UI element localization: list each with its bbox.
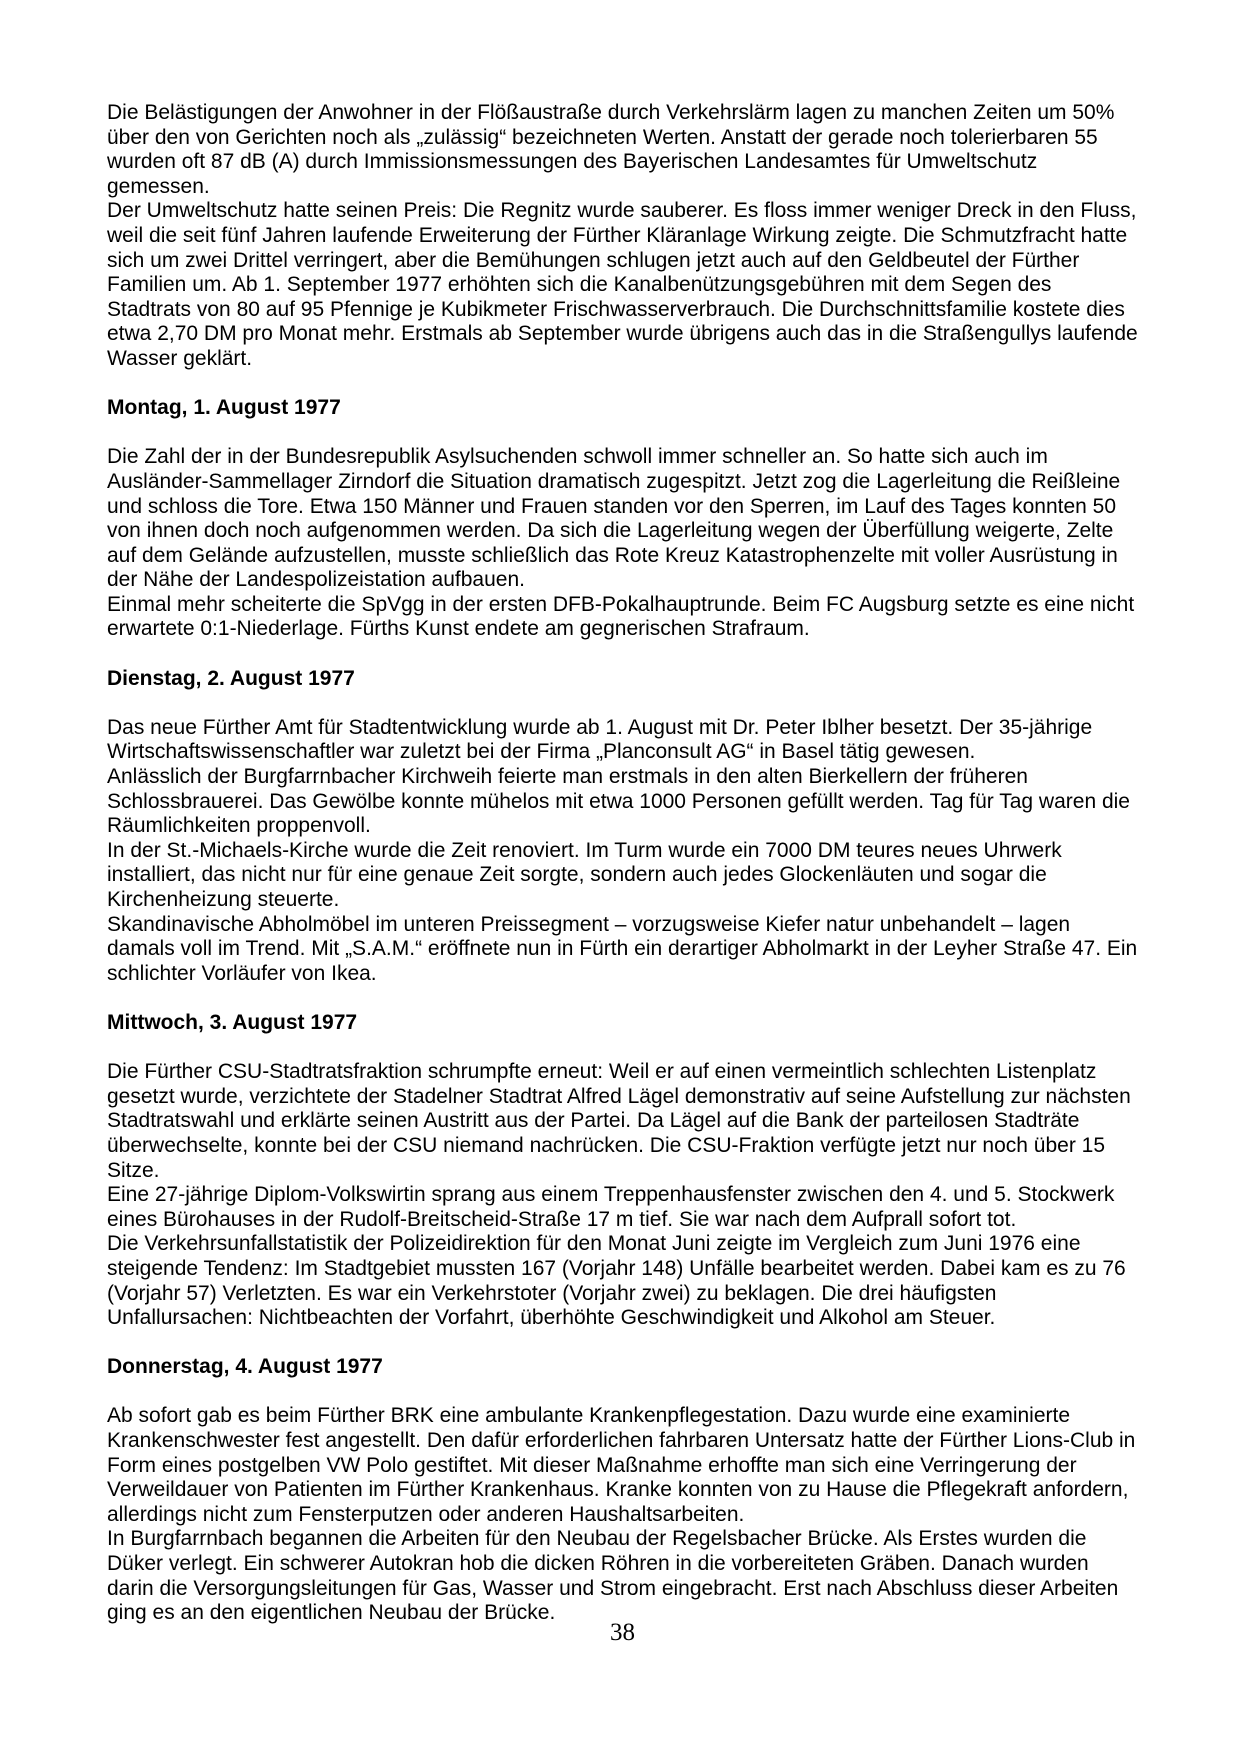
paragraph: Skandinavische Abholmöbel im unteren Preissegment – vorzugsweise Kiefer natur unbehandelt – lagen damals voll im Trend. Mit „S.A.M.“ eröffnete nun in Fürth ein derartiger Abholmarkt in der Leyher Straße 47. Ein schlichter Vorläufer von Ikea. xyxy=(107,912,1138,985)
text-block xyxy=(107,101,1138,372)
paragraph: Ab sofort gab es beim Fürther BRK eine ambulante Krankenpflegestation. Dazu wurde eine examinierte Krankenschwester fest angestellt. Den dafür erforderlichen fahrbaren Untersatz hatte der Fürther Lions-Club in Form eines postgelben VW Polo gestiftet. Mit dieser Maßnahme erhoffte man sich eine Verringerung der Verweildauer von Patienten im Fürther Krankenhaus. Kranke konnten von zu Hause die Pflegekraft anfordern, allerdings nicht zum Fensterputzen oder anderen Haushaltsarbeiten. xyxy=(107,1404,1136,1526)
document-body xyxy=(107,101,1138,1626)
section-heading: Donnerstag, 4. August 1977 xyxy=(107,1355,383,1379)
section-heading: Mittwoch, 3. August 1977 xyxy=(107,1010,358,1034)
paragraph: Die Verkehrsunfallstatistik der Polizeidirektion für den Monat Juni zeigte im Vergleich zum Juni 1976 eine steigende Tendenz: Im Stadtgebiet mussten 167 (Vorjahr 148) Unfälle bearbeitet werden. Dabei kam es zu 76 (Vorjahr 57) Verletzten. Es war ein Verkehrstoter (Vorjahr zwei) zu beklagen. Die drei häufigsten Unfallursachen: Nichtbeachten der Vorfahrt, überhöhte Geschwindigkeit und Alkohol am Steuer. xyxy=(107,1232,1126,1330)
paragraph: Das neue Fürther Amt für Stadtentwicklung wurde ab 1. August mit Dr. Peter Iblher besetzt. Der 35-jährige Wirtschaftswissenschaftler war zuletzt bei der Firma „Planconsult AG“ in Basel tätig gewesen. xyxy=(107,715,1093,764)
paragraph: Der Umweltschutz hatte seinen Preis: Die Regnitz wurde sauberer. Es floss immer weniger Dreck in den Fluss, weil die seit fünf Jahren laufende Erweiterung der Fürther Kläranlage Wirkung zeigte. Die Schmutzfracht hatte sich um zwei Drittel verringert, aber die Bemühungen schlugen jetzt auch auf den Geldbeutel der Fürther Familien um. Ab 1. September 1977 erhöhten sich die Kanalbenützungsgebühren mit dem Segen des Stadtrats von 80 auf 95 Pfennige je Kubikmeter Frischwasserverbrauch. Die Durchschnittsfamilie kostete dies etwa 2,70 DM pro Monat mehr. Erstmals ab September wurde übrigens auch das in die Straßengullys laufende Wasser geklärt. xyxy=(107,199,1138,370)
paragraph: Die Fürther CSU-Stadtratsfraktion schrumpfte erneut: Weil er auf einen vermeintlich schlechten Listenplatz gesetzt wurde, verzichtete der Stadelner Stadtrat Alfred Lägel demonstrativ auf seine Aufstellung zur nächsten Stadtratswahl und erklärte seinen Austritt aus der Partei. Da Lägel auf die Bank der parteilosen Stadträte überwechselte, konnte bei der CSU niemand nachrücken. Die CSU-Fraktion verfügte jetzt nur noch über 15 Sitze. xyxy=(107,1060,1131,1182)
paragraph: In Burgfarrnbach begannen die Arbeiten für den Neubau der Regelsbacher Brücke. Als Erstes wurden die Düker verlegt. Ein schwerer Autokran hob die dicken Röhren in die vorbereiteten Gräben. Danach wurden darin die Versorgungsleitungen für Gas, Wasser und Strom eingebracht. Erst nach Abschluss dieser Arbeiten ging es an den eigentlichen Neubau der Brücke. xyxy=(107,1527,1119,1625)
text-block xyxy=(107,1060,1138,1331)
section-heading: Dienstag, 2. August 1977 xyxy=(107,666,355,690)
paragraph: Eine 27-jährige Diplom-Volkswirtin sprang aus einem Treppenhausfenster zwischen den 4. und 5. Stockwerk eines Bürohauses in der Rudolf-Breitscheid-Straße 17 m tief. Sie war nach dem Aufprall sofort tot. xyxy=(107,1183,1115,1231)
section-heading: Montag, 1. August 1977 xyxy=(107,396,341,420)
text-block xyxy=(107,445,1138,642)
page-number: 38 xyxy=(610,1619,635,1646)
paragraph: Die Zahl der in der Bundesrepublik Asylsuchenden schwoll immer schneller an. So hatte sich auch im Ausländer-Sammellager Zirndorf die Situation dramatisch zugespitzt. Jetzt zog die Lagerleitung die Reißleine und schloss die Tore. Etwa 150 Männer und Frauen standen vor den Sperren, im Lauf des Tages konnten 50 von ihnen doch noch aufgenommen werden. Da sich die Lagerleitung wegen der Überfüllung weigerte, Zelte auf dem Gelände aufzustellen, musste schließlich das Rote Kreuz Katastrophenzelte mit voller Ausrüstung in der Nähe der Landespolizeistation aufbauen. xyxy=(107,445,1121,592)
text-block xyxy=(107,716,1138,987)
paragraph: Die Belästigungen der Anwohner in der Flößaustraße durch Verkehrslärm lagen zu manchen Zeiten um 50% über den von Gerichten noch als „zulässig“ bezeichneten Werten. Anstatt der gerade noch tolerierbaren 55 wurden oft 87 dB (A) durch Immissionsmessungen des Bayerischen Landesamtes für Umweltschutz gemessen. xyxy=(107,101,1115,198)
paragraph: Anlässlich der Burgfarrnbacher Kirchweih feierte man erstmals in den alten Bierkellern der früheren Schlossbrauerei. Das Gewölbe konnte mühelos mit etwa 1000 Personen gefüllt werden. Tag für Tag waren die Räumlichkeiten proppenvoll. xyxy=(107,765,1130,838)
text-block xyxy=(107,1404,1138,1625)
paragraph: In der St.-Michaels-Kirche wurde die Zeit renoviert. Im Turm wurde ein 7000 DM teures neues Uhrwerk installiert, das nicht nur für eine genaue Zeit sorgte, sondern auch jedes Glockenläuten und sogar die Kirchenheizung steuerte. xyxy=(107,838,1062,911)
paragraph: Einmal mehr scheiterte die SpVgg in der ersten DFB-Pokalhauptrunde. Beim FC Augsburg setzte es eine nicht erwartete 0:1-Niederlage. Fürths Kunst endete am gegnerischen Strafraum. xyxy=(107,592,1135,641)
